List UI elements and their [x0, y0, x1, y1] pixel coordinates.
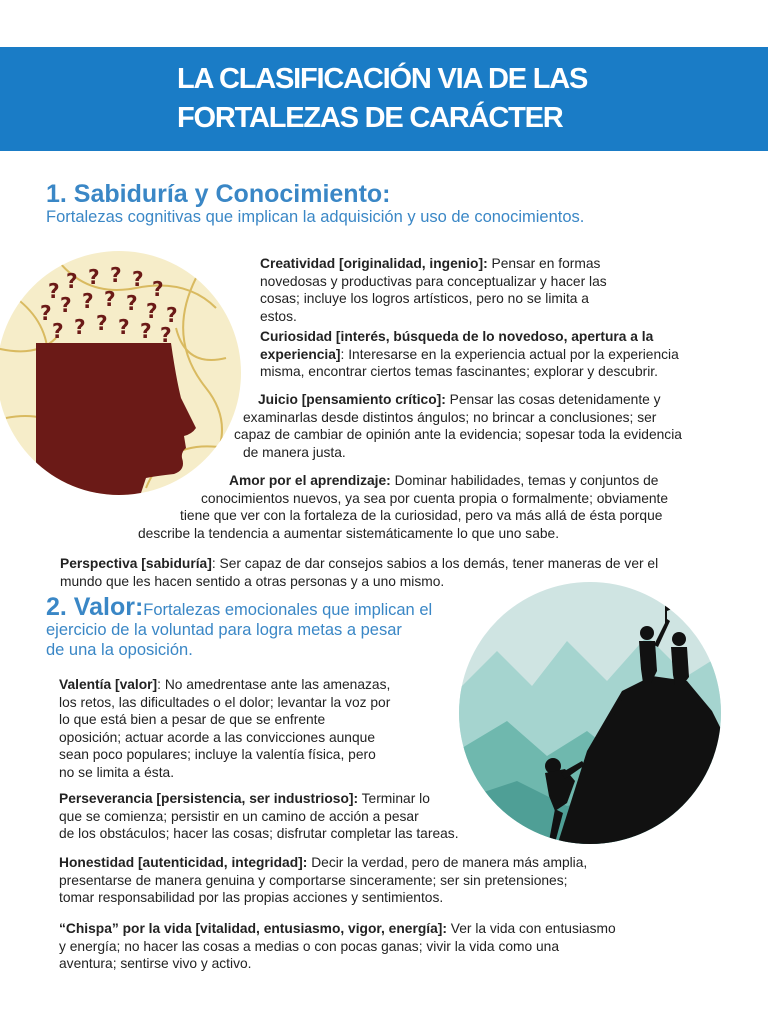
- item-amor-aprendizaje: Amor por el aprendizaje: Dominar habilidades, temas y conjuntos de conocimientos nuevos, ya sea por cuenta propia o formalmente; obviamente tiene que ver con la fortaleza de la curiosidad, pero va más allá de ésta porque describe la tendencia a aumentar sistemáticamente lo que uno sabe.: [138, 473, 669, 541]
- svg-text:?: ?: [140, 319, 152, 343]
- svg-text:?: ?: [132, 267, 144, 291]
- item-valentia: Valentía [valor]: No amedrentase ante las amenazas, los retos, las dificultades o el dolor; levantar la voz por lo que está bien a pesar de que se enfrente oposición; actuar acorde a las convicciones aunque sean poco populares; incluye la valentía física, pero no se limita a ésta.: [59, 677, 391, 780]
- item-chispa: “Chispa” por la vida [vitalidad, entusiasmo, vigor, energía]: Ver la vida con entusiasmo y energía; no hacer las cosas a medias o con pocas ganas; vivir la vida como una aventura; sentirse vivo y activo.: [59, 921, 616, 971]
- title-line-1: LA CLASIFICACIÓN VIA DE LAS: [177, 63, 588, 95]
- item-creatividad: Creatividad [originalidad, ingenio]: Pensar en formas novedosas y productivas para conceptualizar y hacer las cosas; incluye los logros artísticos, pero no se limita a estos.: [260, 256, 607, 324]
- svg-text:?: ?: [160, 323, 172, 347]
- svg-text:?: ?: [110, 263, 122, 287]
- head-brain-illustration: [0, 238, 242, 508]
- svg-text:?: ?: [118, 315, 130, 339]
- item-perspectiva: Perspectiva [sabiduría]: Ser capaz de dar consejos sabios a los demás, tener maneras de ver el mundo que les hacen sentido a otras personas y a uno mismo.: [60, 556, 659, 589]
- svg-text:?: ?: [152, 277, 164, 301]
- section2-heading: 2. Valor:Fortalezas emocionales que implican el ejercicio de la voluntad para logra metas a pesar de una la oposición.: [46, 593, 433, 659]
- svg-text:?: ?: [52, 319, 64, 343]
- svg-text:?: ?: [104, 287, 116, 311]
- mountain-climbers-illustration: [457, 581, 727, 846]
- svg-text:?: ?: [60, 293, 72, 317]
- svg-text:?: ?: [146, 299, 158, 323]
- item-curiosidad: Curiosidad [interés, búsqueda de lo novedoso, apertura a la experiencia]: Interesarse en la experiencia actual por la experiencia misma, encontrar ciertos temas fascinantes; explorar y descubrir.: [260, 329, 679, 379]
- item-juicio: Juicio [pensamiento crítico]: Pensar las cosas detenidamente y examinarlas desde distintos ángulos; no brincar a conclusiones; ser capaz de cambiar de opinión ante la evidencia; sopesar toda la evidencia de manera justa.: [234, 392, 682, 460]
- svg-text:?: ?: [166, 303, 178, 327]
- svg-text:?: ?: [40, 301, 52, 325]
- section2-title: 2. Valor:: [46, 593, 144, 621]
- header-banner: [0, 47, 768, 151]
- section1-subtitle: Fortalezas cognitivas que implican la adquisición y uso de conocimientos.: [46, 208, 585, 226]
- item-perseverancia: Perseverancia [persistencia, ser industrioso]: Terminar lo que se comienza; persistir en un camino de acción a pesar de los obstáculos; hacer las cosas; disfrutar completar las tareas.: [59, 791, 459, 841]
- title-line-2: FORTALEZAS DE CARÁCTER: [177, 102, 563, 134]
- svg-text:?: ?: [48, 279, 60, 303]
- item-honestidad: Honestidad [autenticidad, integridad]: Decir la verdad, pero de manera más amplia, presentarse de manera genuina y comportarse sinceramente; ser sin pretensiones; tomar responsabilidad por las propias acciones y sentimientos.: [59, 855, 588, 905]
- svg-text:?: ?: [126, 291, 138, 315]
- section1-heading: 1. Sabiduría y Conocimiento:: [46, 180, 391, 208]
- svg-text:?: ?: [74, 315, 86, 339]
- svg-text:?: ?: [88, 265, 100, 289]
- svg-text:?: ?: [96, 311, 108, 335]
- svg-text:?: ?: [66, 269, 78, 293]
- page-title: [177, 60, 587, 138]
- svg-text:?: ?: [82, 289, 94, 313]
